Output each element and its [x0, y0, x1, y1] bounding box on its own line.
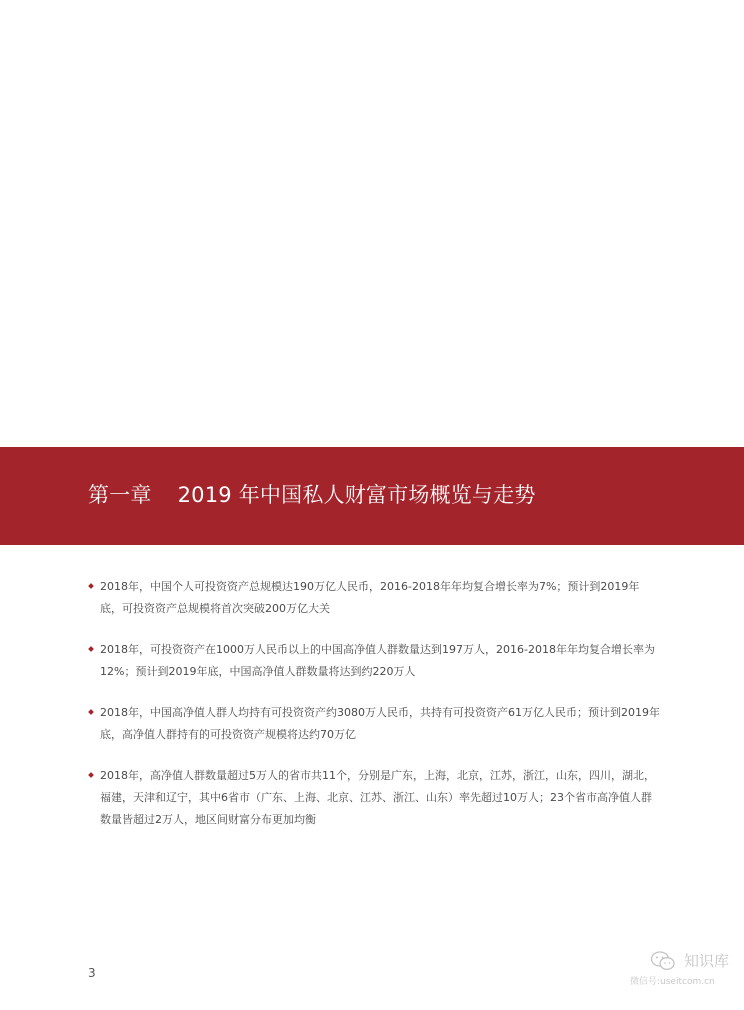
wechat-icon — [650, 950, 676, 972]
page-number: 3 — [88, 966, 96, 980]
summary-bullet-list — [90, 576, 660, 850]
summary-bullet-text: 2018年，高净值人群数量超过5万人的省市共11个，分别是广东，上海，北京，江苏，浙江，山东，四川，湖北，福建，天津和辽宁，其中6省市（广东、上海、北京、江苏、浙江、山东）率先超过10万人；23个省市高净值人群数量皆超过2万人，地区间财富分布更加均衡 — [100, 769, 655, 826]
chapter-heading — [88, 477, 536, 513]
diamond-bullet-icon — [88, 646, 94, 652]
watermark — [628, 948, 740, 994]
summary-bullet — [90, 576, 660, 620]
chapter-title: 2019 年中国私人财富市场概览与走势 — [177, 483, 536, 507]
diamond-bullet-icon — [88, 709, 94, 715]
summary-bullet-text: 2018年，中国高净值人群人均持有可投资资产约3080万人民币，共持有可投资资产61万亿人民币；预计到2019年底，高净值人群持有的可投资资产规模将达约70万亿 — [100, 706, 660, 741]
diamond-bullet-icon — [88, 583, 94, 589]
chapter-banner — [0, 447, 744, 545]
summary-bullet-text: 2018年，中国个人可投资资产总规模达190万亿人民币，2016-2018年年均复合增长率为7%；预计到2019年底，可投资资产总规模将首次突破200万亿大关 — [100, 580, 640, 615]
watermark-account: 微信号:useitcom.cn — [630, 977, 715, 987]
summary-bullet — [90, 639, 660, 683]
summary-bullet-text: 2018年，可投资资产在1000万人民币以上的中国高净值人群数量达到197万人，2016-2018年年均复合增长率为12%；预计到2019年底，中国高净值人群数量将达到约220万人 — [100, 643, 655, 678]
summary-bullet — [90, 702, 660, 746]
chapter-label: 第一章 — [88, 483, 152, 507]
diamond-bullet-icon — [88, 772, 94, 778]
summary-bullet — [90, 765, 660, 831]
watermark-name: 知识库 — [684, 952, 730, 970]
